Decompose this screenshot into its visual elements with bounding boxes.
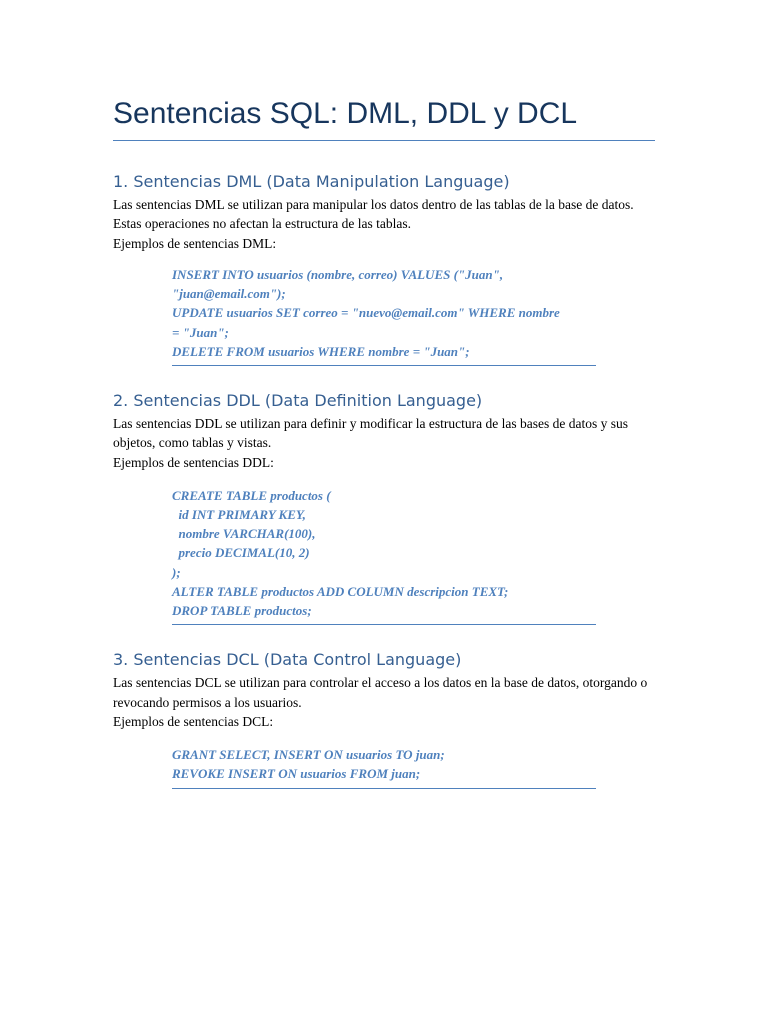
code-line: DROP TABLE productos; [172, 603, 312, 619]
section-description: Las sentencias DDL se utilizan para definir y modificar la estructura de las bases de datos y sus objetos, como tablas y vistas. [113, 415, 628, 451]
code-line: precio DECIMAL(10, 2) [172, 545, 310, 561]
code-line: REVOKE INSERT ON usuarios FROM juan; [172, 766, 421, 782]
section-description: Las sentencias DCL se utilizan para controlar el acceso a los datos en la base de datos, otorgando o revocando permisos a los usuarios. [113, 675, 648, 710]
code-line: DELETE FROM usuarios WHERE nombre = "Juan"; [172, 343, 470, 359]
section-heading: 3. Sentencias DCL (Data Control Language) [113, 650, 462, 670]
section-heading: 2. Sentencias DDL (Data Definition Language) [113, 390, 483, 410]
section-heading: 1. Sentencias DML (Data Manipulation Language) [113, 172, 510, 191]
document-title: Sentencias SQL: DML, DDL y DCL [113, 92, 655, 141]
code-block [172, 745, 596, 788]
code-line: id INT PRIMARY KEY, [172, 507, 306, 522]
examples-label: Ejemplos de sentencias DML: [113, 235, 277, 251]
section-dcl [113, 649, 655, 788]
section-ddl [113, 390, 655, 625]
code-line: UPDATE usuarios SET correo = "nuevo@email.com" WHERE nombre [172, 305, 560, 321]
code-line: CREATE TABLE productos ( [172, 487, 331, 503]
code-line: "juan@email.com"); [172, 286, 286, 302]
section-description: Las sentencias DML se utilizan para manipular los datos dentro de las tablas de la base de datos. Estas operaciones no afectan la estructura de las tablas. [113, 197, 634, 232]
section-dml [113, 171, 655, 366]
code-block [172, 486, 596, 625]
code-line: GRANT SELECT, INSERT ON usuarios TO juan; [172, 747, 445, 763]
code-line: nombre VARCHAR(100), [172, 526, 316, 542]
document-page [113, 92, 655, 789]
examples-label: Ejemplos de sentencias DCL: [113, 713, 274, 729]
code-line: = "Juan"; [172, 324, 229, 340]
code-line: ALTER TABLE productos ADD COLUMN descripcion TEXT; [172, 583, 509, 599]
code-line: INSERT INTO usuarios (nombre, correo) VALUES ("Juan", [172, 266, 504, 282]
code-line: ); [172, 564, 181, 580]
code-block [172, 265, 596, 366]
examples-label: Ejemplos de sentencias DDL: [113, 454, 274, 470]
